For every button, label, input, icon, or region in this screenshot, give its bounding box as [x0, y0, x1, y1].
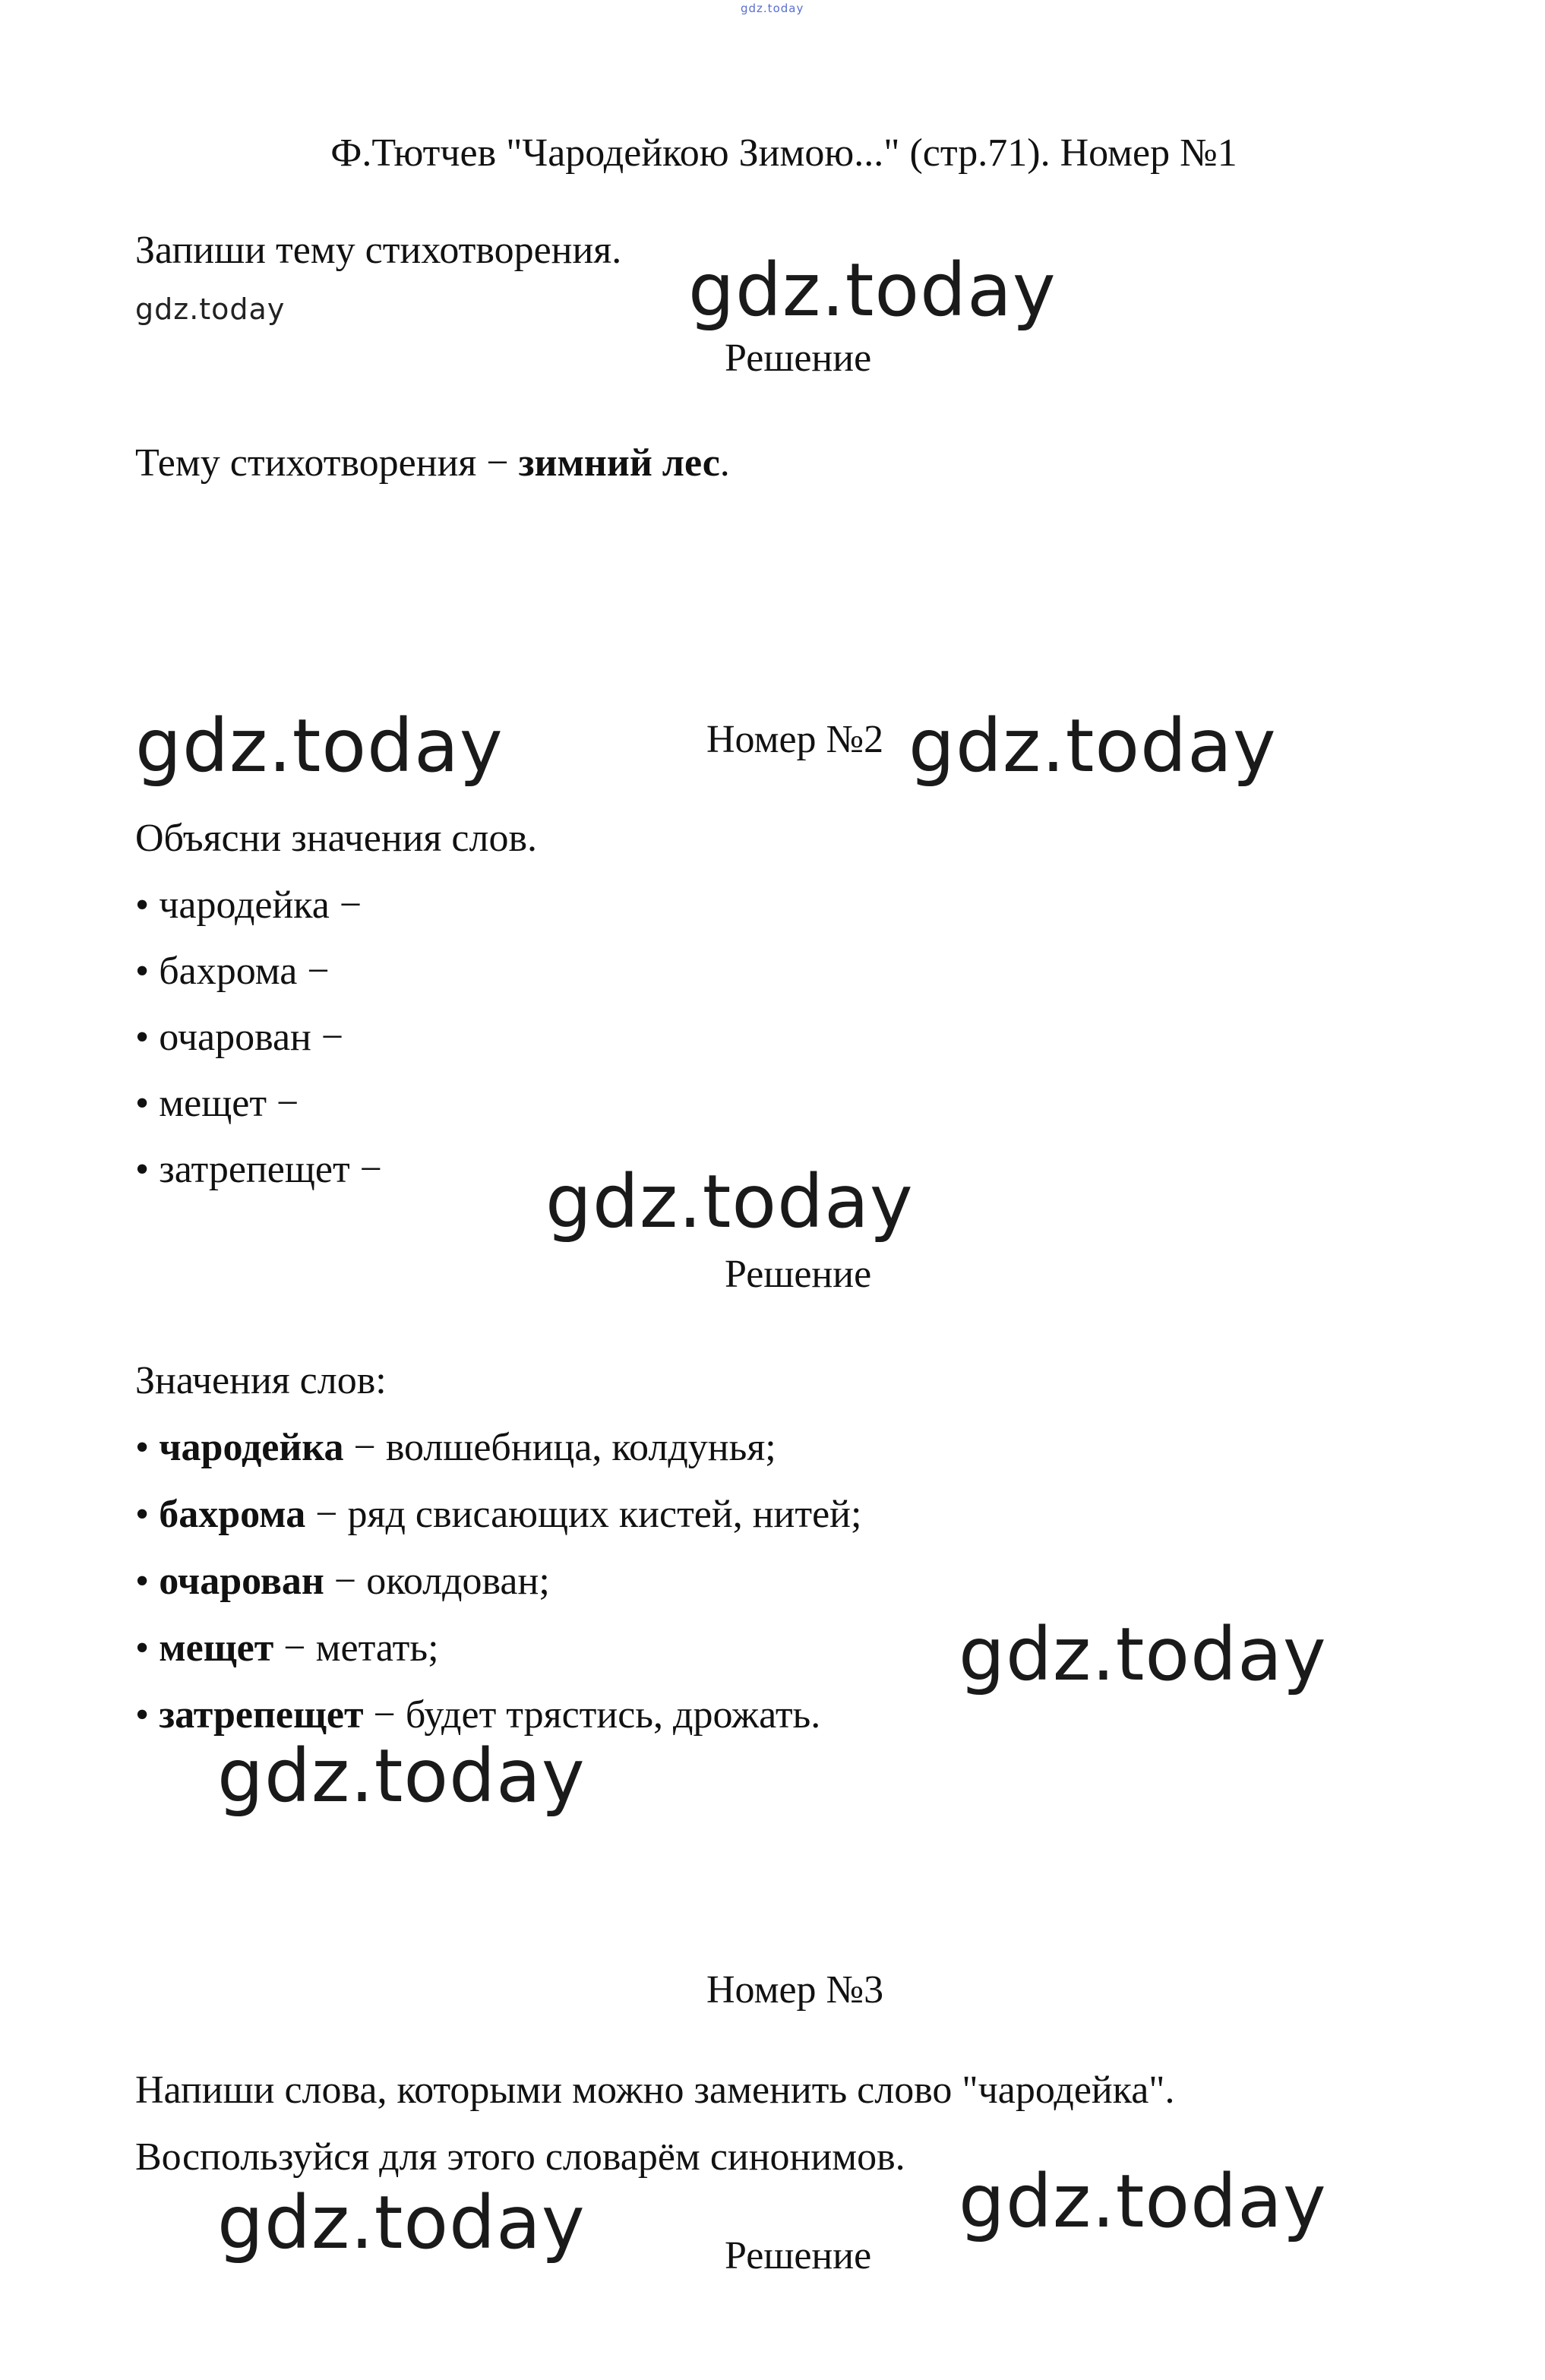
term: чародейка	[159, 1426, 344, 1469]
task3-header: Номер №3	[706, 1968, 884, 2012]
bullet: •	[135, 1560, 160, 1603]
task1-answer-suffix: .	[719, 441, 730, 485]
task2-item: • чародейка −	[135, 883, 362, 927]
definition: − будет трястись, дрожать.	[363, 1693, 821, 1737]
watermark: gdz.today	[959, 2159, 1327, 2244]
term: затрепещет	[159, 1693, 364, 1737]
task1-answer-prefix: Тему стихотворения −	[135, 441, 519, 485]
watermark: gdz.today	[135, 703, 504, 789]
definition: − метать;	[273, 1626, 439, 1670]
term: мещет	[159, 1626, 274, 1670]
task2-question: Объясни значения слов.	[135, 817, 538, 860]
watermark: gdz.today	[545, 1159, 914, 1244]
task2-item: • затрепещет −	[135, 1148, 382, 1191]
task1-solution-label: Решение	[725, 337, 872, 380]
task3-solution-label: Решение	[725, 2234, 872, 2277]
task2-answer-row	[135, 1428, 776, 1468]
task3-question-line1: Напиши слова, которыми можно заменить слово "чародейка".	[135, 2069, 1175, 2112]
term: очарован	[159, 1560, 324, 1603]
task1-question: Запиши тему стихотворения.	[135, 229, 622, 272]
task2-item: • очарован −	[135, 1016, 344, 1059]
definition: − волшебница, колдунья;	[343, 1426, 776, 1469]
task2-answer-row	[135, 1626, 439, 1670]
watermark: gdz.today	[217, 1734, 586, 1819]
task2-answer-title: Значения слов:	[135, 1359, 387, 1402]
task2-solution-label: Решение	[725, 1253, 872, 1296]
task2-answer-row	[135, 1693, 821, 1737]
bullet: •	[135, 1426, 160, 1469]
bullet: •	[135, 1493, 160, 1536]
term: бахрома	[159, 1493, 306, 1536]
bullet: •	[135, 1626, 160, 1670]
watermark-top: gdz.today	[741, 2, 804, 15]
task2-answer-row	[135, 1495, 861, 1535]
task2-item: • мещет −	[135, 1082, 299, 1125]
task3-question-line2: Воспользуйся для этого словарём синонимов.	[135, 2135, 905, 2179]
bullet: •	[135, 1693, 160, 1737]
task1-answer-bold: зимний лес	[518, 441, 720, 485]
definition: − околдован;	[324, 1560, 550, 1603]
task2-header: Номер №2	[706, 718, 884, 761]
watermark: gdz.today	[135, 292, 286, 326]
task2-answer-row	[135, 1562, 550, 1601]
watermark: gdz.today	[688, 248, 1057, 333]
watermark: gdz.today	[908, 703, 1277, 789]
definition: − ряд свисающих кистей, нитей;	[305, 1493, 862, 1536]
task2-item: • бахрома −	[135, 950, 330, 993]
watermark: gdz.today	[217, 2180, 586, 2265]
task1-answer	[135, 441, 730, 485]
task1-header: Ф.Тютчев "Чародейкою Зимою..." (стр.71). Номер №1	[330, 131, 1237, 175]
watermark: gdz.today	[959, 1612, 1327, 1697]
